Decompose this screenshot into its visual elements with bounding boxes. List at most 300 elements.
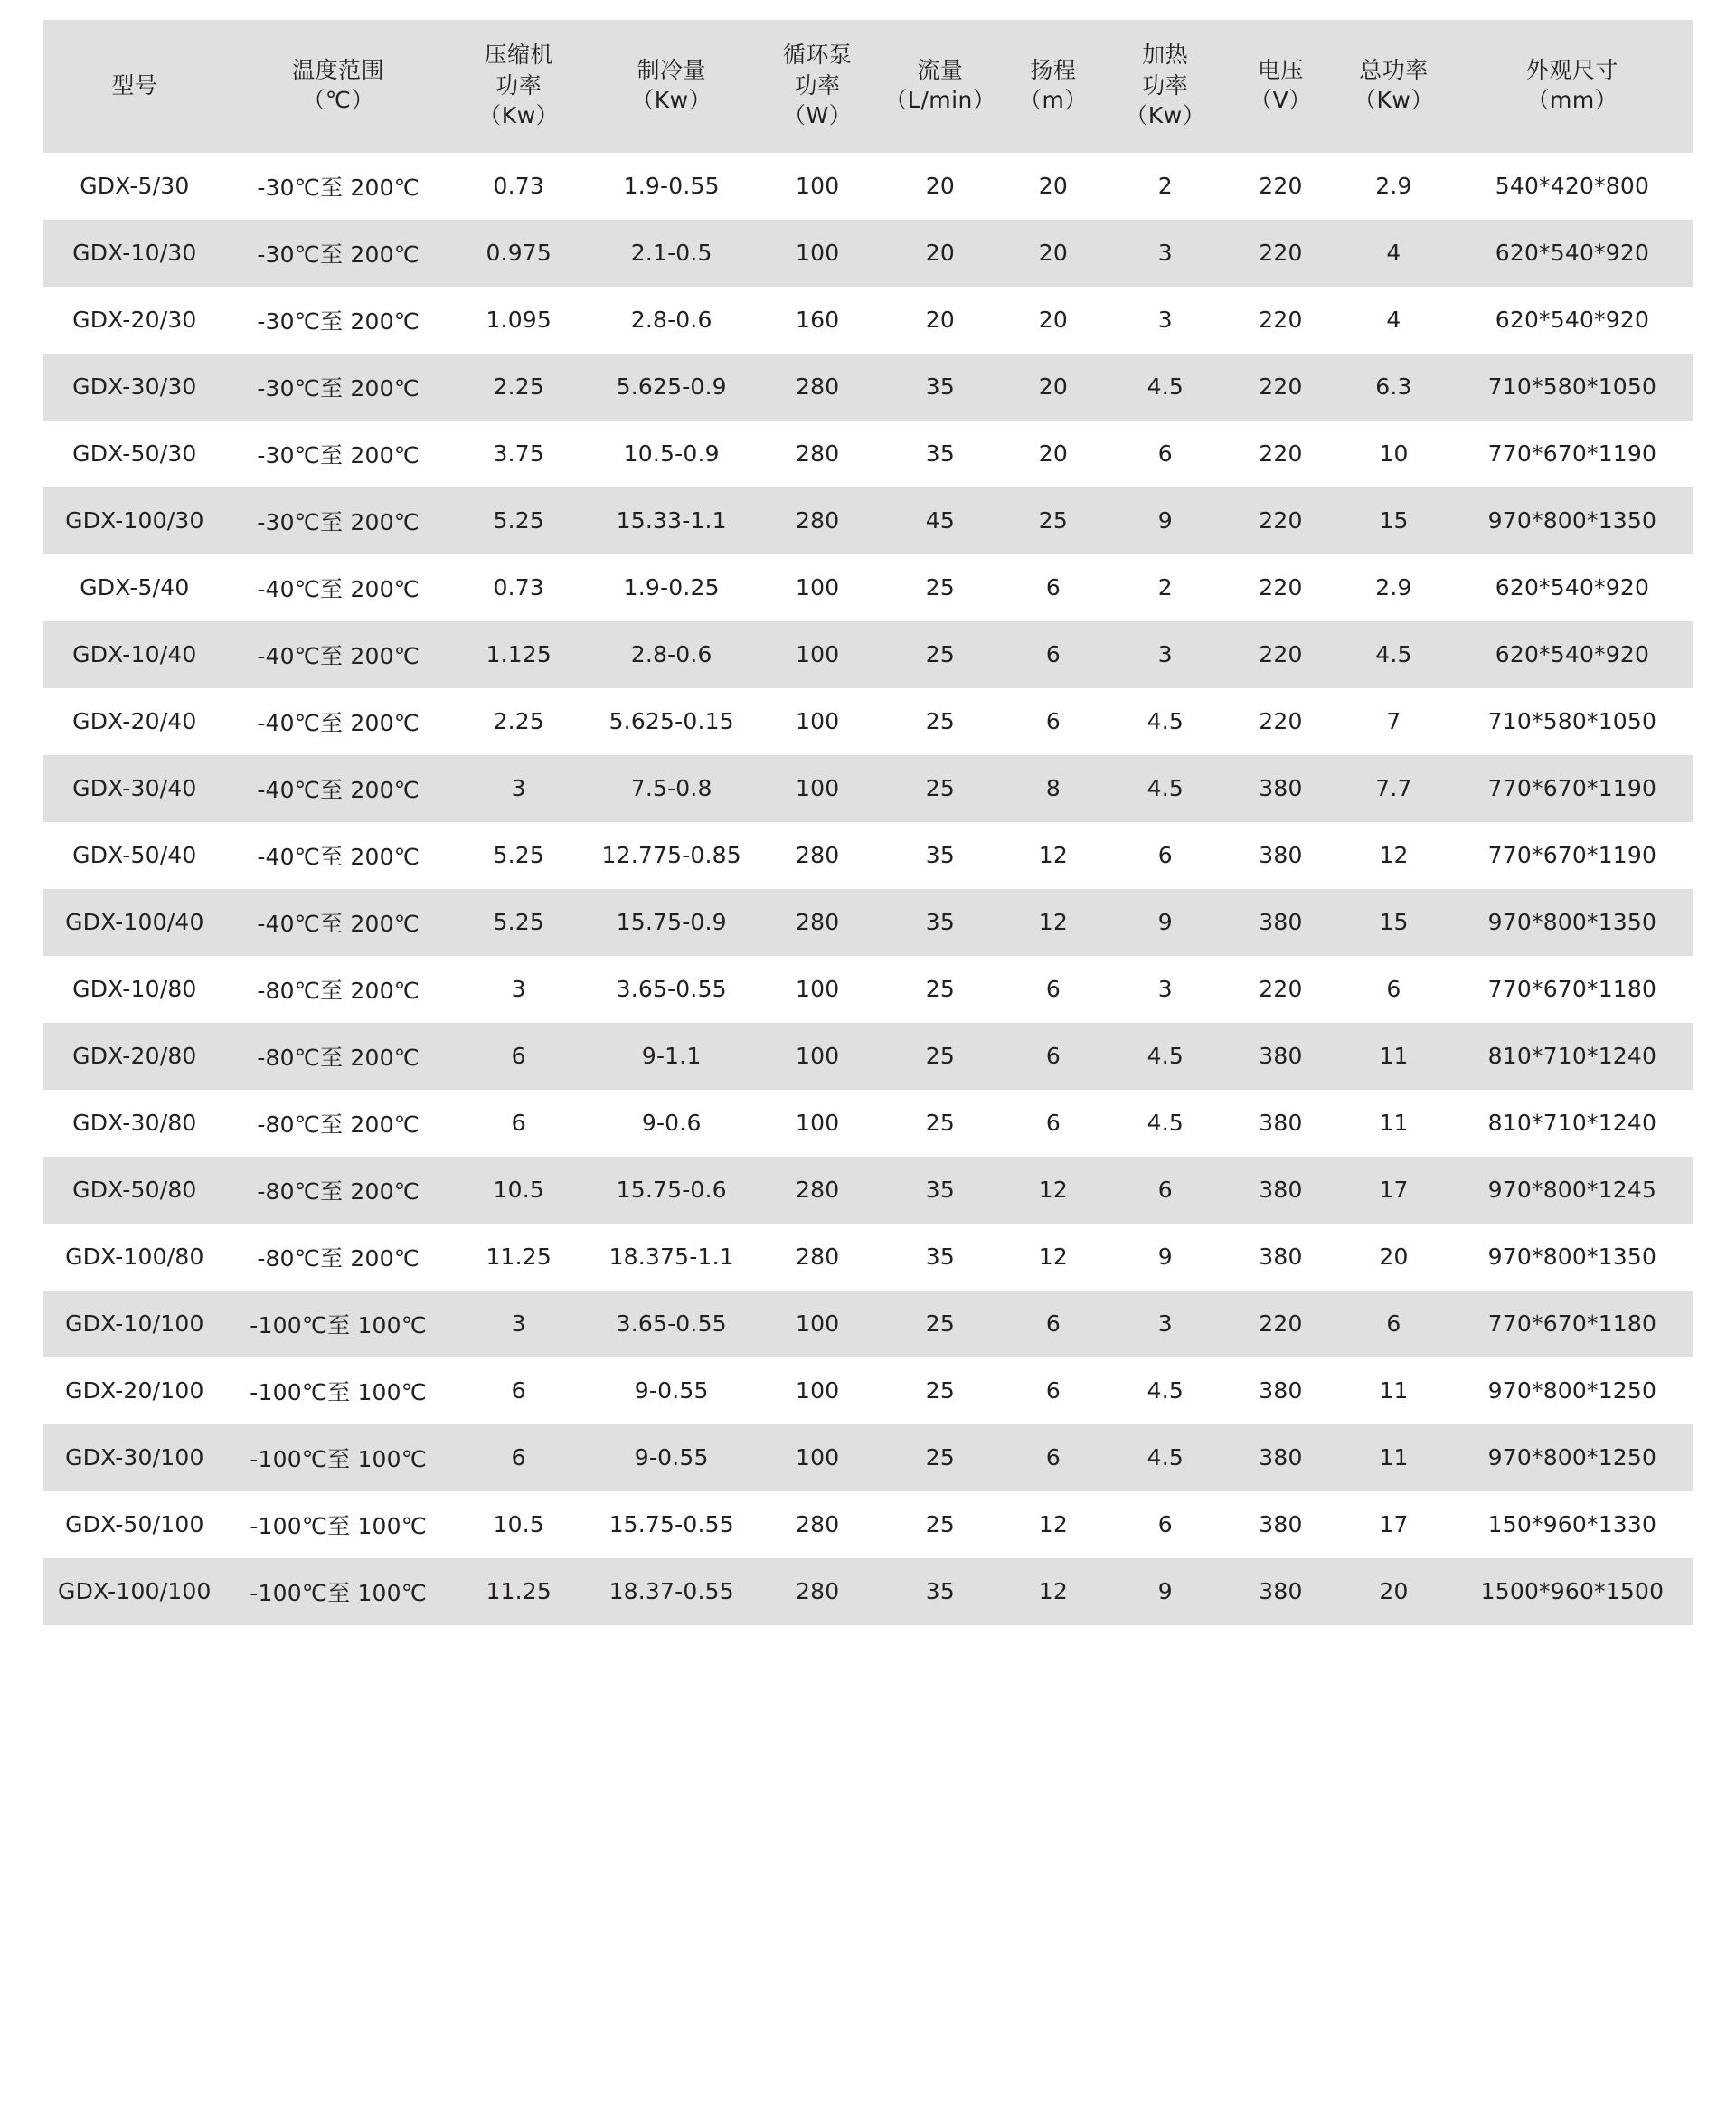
table-cell: 4.5 bbox=[1335, 621, 1452, 688]
table-cell: 20 bbox=[1002, 287, 1105, 354]
table-cell: 1.095 bbox=[451, 287, 587, 354]
table-cell: 100 bbox=[757, 1023, 879, 1090]
table-row bbox=[43, 1291, 1693, 1357]
column-header-line: （L/min） bbox=[884, 87, 996, 114]
column-header-line: 流量 bbox=[917, 56, 964, 83]
table-cell: 5.25 bbox=[451, 889, 587, 956]
table-cell: -80℃至 200℃ bbox=[226, 1224, 451, 1291]
table-cell: 970*800*1245 bbox=[1452, 1157, 1693, 1224]
table-cell: -80℃至 200℃ bbox=[226, 956, 451, 1023]
table-cell: -40℃至 200℃ bbox=[226, 621, 451, 688]
table-row bbox=[43, 1357, 1693, 1424]
table-cell: 5.625-0.9 bbox=[587, 354, 757, 421]
table-cell: 25 bbox=[1002, 487, 1105, 554]
column-header-9 bbox=[1335, 20, 1452, 153]
table-cell: 220 bbox=[1226, 956, 1335, 1023]
column-header-10 bbox=[1452, 20, 1693, 153]
table-cell: 280 bbox=[757, 487, 879, 554]
table-cell: 25 bbox=[879, 755, 1002, 822]
table-cell: 3.65-0.55 bbox=[587, 1291, 757, 1357]
table-cell: 770*670*1180 bbox=[1452, 1291, 1693, 1357]
table-cell: 12 bbox=[1002, 889, 1105, 956]
table-cell: 220 bbox=[1226, 688, 1335, 755]
table-cell: 35 bbox=[879, 1157, 1002, 1224]
column-header-7 bbox=[1105, 20, 1226, 153]
table-cell: 6 bbox=[1335, 956, 1452, 1023]
table-cell: 25 bbox=[879, 554, 1002, 621]
table-cell: 20 bbox=[1002, 421, 1105, 487]
table-cell: -30℃至 200℃ bbox=[226, 421, 451, 487]
table-cell: 7.7 bbox=[1335, 755, 1452, 822]
table-cell: 11.25 bbox=[451, 1224, 587, 1291]
column-header-line: （Kw） bbox=[1125, 102, 1206, 128]
table-cell: 35 bbox=[879, 1558, 1002, 1625]
table-cell: 220 bbox=[1226, 621, 1335, 688]
table-cell: 2.8-0.6 bbox=[587, 621, 757, 688]
table-cell: 20 bbox=[1002, 220, 1105, 287]
column-header-line: 加热 bbox=[1142, 42, 1189, 68]
table-cell: 3 bbox=[1105, 1291, 1226, 1357]
column-header-line: 总功率 bbox=[1359, 56, 1429, 83]
table-cell: 3 bbox=[1105, 956, 1226, 1023]
table-row bbox=[43, 1491, 1693, 1558]
column-header-line: （Kw） bbox=[478, 102, 560, 128]
table-cell: 970*800*1250 bbox=[1452, 1357, 1693, 1424]
cell-model: GDX-30/80 bbox=[43, 1090, 226, 1157]
cell-model: GDX-50/30 bbox=[43, 421, 226, 487]
table-cell: 3 bbox=[451, 755, 587, 822]
table-cell: 620*540*920 bbox=[1452, 287, 1693, 354]
table-cell: 1500*960*1500 bbox=[1452, 1558, 1693, 1625]
column-header-line: 温度范围 bbox=[292, 56, 385, 83]
table-cell: 770*670*1190 bbox=[1452, 421, 1693, 487]
table-cell: 3 bbox=[1105, 287, 1226, 354]
table-cell: -40℃至 200℃ bbox=[226, 688, 451, 755]
table-cell: 2.9 bbox=[1335, 153, 1452, 220]
table-cell: 220 bbox=[1226, 354, 1335, 421]
table-cell: 6 bbox=[451, 1424, 587, 1491]
table-cell: 620*540*920 bbox=[1452, 554, 1693, 621]
table-cell: 3 bbox=[451, 1291, 587, 1357]
table-cell: 6 bbox=[1105, 822, 1226, 889]
table-cell: 380 bbox=[1226, 1357, 1335, 1424]
table-cell: 12 bbox=[1002, 1157, 1105, 1224]
table-cell: 6 bbox=[1002, 1023, 1105, 1090]
table-cell: 280 bbox=[757, 1224, 879, 1291]
table-cell: 970*800*1350 bbox=[1452, 487, 1693, 554]
column-header-3 bbox=[587, 20, 757, 153]
table-cell: 20 bbox=[879, 153, 1002, 220]
table-cell: 6.3 bbox=[1335, 354, 1452, 421]
table-cell: 380 bbox=[1226, 1090, 1335, 1157]
table-cell: 380 bbox=[1226, 1424, 1335, 1491]
table-cell: 11 bbox=[1335, 1023, 1452, 1090]
table-cell: 810*710*1240 bbox=[1452, 1090, 1693, 1157]
table-cell: 2.9 bbox=[1335, 554, 1452, 621]
table-cell: 220 bbox=[1226, 287, 1335, 354]
table-cell: -100℃至 100℃ bbox=[226, 1291, 451, 1357]
table-cell: 11.25 bbox=[451, 1558, 587, 1625]
table-cell: 380 bbox=[1226, 822, 1335, 889]
table-row bbox=[43, 287, 1693, 354]
table-cell: 970*800*1350 bbox=[1452, 1224, 1693, 1291]
table-row bbox=[43, 354, 1693, 421]
table-cell: 970*800*1250 bbox=[1452, 1424, 1693, 1491]
table-cell: 100 bbox=[757, 956, 879, 1023]
table-cell: 3.65-0.55 bbox=[587, 956, 757, 1023]
column-header-line: （m） bbox=[1018, 87, 1088, 114]
table-cell: 6 bbox=[1002, 956, 1105, 1023]
table-cell: 12 bbox=[1335, 822, 1452, 889]
table-header-row bbox=[43, 20, 1693, 153]
column-header-0 bbox=[43, 20, 226, 153]
table-row bbox=[43, 220, 1693, 287]
column-header-1 bbox=[226, 20, 451, 153]
column-header-8 bbox=[1226, 20, 1335, 153]
table-row bbox=[43, 487, 1693, 554]
table-cell: 4.5 bbox=[1105, 755, 1226, 822]
table-row bbox=[43, 755, 1693, 822]
table-cell: 10.5-0.9 bbox=[587, 421, 757, 487]
table-cell: 35 bbox=[879, 354, 1002, 421]
column-header-line: 功率 bbox=[1142, 71, 1189, 99]
column-header-line: 压缩机 bbox=[484, 42, 553, 68]
table-cell: -100℃至 100℃ bbox=[226, 1491, 451, 1558]
table-cell: 12 bbox=[1002, 1224, 1105, 1291]
table-cell: 970*800*1350 bbox=[1452, 889, 1693, 956]
table-cell: 0.975 bbox=[451, 220, 587, 287]
cell-model: GDX-10/30 bbox=[43, 220, 226, 287]
table-cell: 20 bbox=[879, 220, 1002, 287]
table-cell: 1.9-0.55 bbox=[587, 153, 757, 220]
table-cell: 380 bbox=[1226, 755, 1335, 822]
table-cell: 4.5 bbox=[1105, 1424, 1226, 1491]
table-cell: 6 bbox=[1002, 1090, 1105, 1157]
table-cell: 6 bbox=[1105, 421, 1226, 487]
column-header-line: （Kw） bbox=[1354, 87, 1434, 114]
table-cell: 2.8-0.6 bbox=[587, 287, 757, 354]
table-cell: 6 bbox=[451, 1090, 587, 1157]
table-cell: 4 bbox=[1335, 220, 1452, 287]
cell-model: GDX-100/30 bbox=[43, 487, 226, 554]
table-row bbox=[43, 956, 1693, 1023]
table-row bbox=[43, 1023, 1693, 1090]
table-cell: 540*420*800 bbox=[1452, 153, 1693, 220]
table-cell: 380 bbox=[1226, 1491, 1335, 1558]
table-cell: 100 bbox=[757, 1357, 879, 1424]
table-cell: 11 bbox=[1335, 1090, 1452, 1157]
table-cell: 9 bbox=[1105, 1224, 1226, 1291]
table-cell: 4 bbox=[1335, 287, 1452, 354]
cell-model: GDX-5/40 bbox=[43, 554, 226, 621]
table-cell: 100 bbox=[757, 1291, 879, 1357]
table-cell: 220 bbox=[1226, 153, 1335, 220]
table-cell: 9-0.6 bbox=[587, 1090, 757, 1157]
cell-model: GDX-50/80 bbox=[43, 1157, 226, 1224]
table-cell: 280 bbox=[757, 1491, 879, 1558]
table-cell: 0.73 bbox=[451, 153, 587, 220]
cell-model: GDX-10/100 bbox=[43, 1291, 226, 1357]
table-cell: 220 bbox=[1226, 1291, 1335, 1357]
table-cell: 3 bbox=[451, 956, 587, 1023]
cell-model: GDX-10/80 bbox=[43, 956, 226, 1023]
table-cell: 6 bbox=[451, 1023, 587, 1090]
table-cell: 15 bbox=[1335, 487, 1452, 554]
table-cell: 4.5 bbox=[1105, 1357, 1226, 1424]
table-cell: 6 bbox=[1335, 1291, 1452, 1357]
table-cell: 770*670*1190 bbox=[1452, 822, 1693, 889]
table-cell: 17 bbox=[1335, 1157, 1452, 1224]
table-cell: 15.75-0.9 bbox=[587, 889, 757, 956]
table-row bbox=[43, 1424, 1693, 1491]
table-cell: 380 bbox=[1226, 889, 1335, 956]
table-cell: 2 bbox=[1105, 554, 1226, 621]
table-cell: 6 bbox=[451, 1357, 587, 1424]
table-cell: 25 bbox=[879, 1090, 1002, 1157]
table-cell: 25 bbox=[879, 956, 1002, 1023]
table-cell: 710*580*1050 bbox=[1452, 688, 1693, 755]
table-cell: 6 bbox=[1002, 554, 1105, 621]
table-cell: 2.25 bbox=[451, 688, 587, 755]
column-header-line: 电压 bbox=[1257, 56, 1304, 83]
table-cell: 5.25 bbox=[451, 487, 587, 554]
table-cell: 220 bbox=[1226, 421, 1335, 487]
table-cell: 9-0.55 bbox=[587, 1424, 757, 1491]
table-cell: 25 bbox=[879, 1357, 1002, 1424]
table-cell: 6 bbox=[1105, 1491, 1226, 1558]
table-cell: 20 bbox=[879, 287, 1002, 354]
cell-model: GDX-20/100 bbox=[43, 1357, 226, 1424]
table-cell: -100℃至 100℃ bbox=[226, 1424, 451, 1491]
cell-model: GDX-50/40 bbox=[43, 822, 226, 889]
column-header-5 bbox=[879, 20, 1002, 153]
table-cell: -80℃至 200℃ bbox=[226, 1090, 451, 1157]
table-cell: -30℃至 200℃ bbox=[226, 220, 451, 287]
table-cell: 35 bbox=[879, 1224, 1002, 1291]
table-row bbox=[43, 1090, 1693, 1157]
table-cell: 20 bbox=[1002, 153, 1105, 220]
table-cell: 7.5-0.8 bbox=[587, 755, 757, 822]
table-cell: 620*540*920 bbox=[1452, 621, 1693, 688]
table-cell: 20 bbox=[1335, 1558, 1452, 1625]
table-cell: 11 bbox=[1335, 1357, 1452, 1424]
table-cell: -40℃至 200℃ bbox=[226, 889, 451, 956]
table-cell: 15.75-0.6 bbox=[587, 1157, 757, 1224]
column-header-line: 循环泵 bbox=[782, 42, 853, 68]
table-cell: -40℃至 200℃ bbox=[226, 822, 451, 889]
table-cell: 18.37-0.55 bbox=[587, 1558, 757, 1625]
table-row bbox=[43, 1224, 1693, 1291]
table-cell: 380 bbox=[1226, 1157, 1335, 1224]
table-header bbox=[43, 20, 1693, 153]
table-cell: 220 bbox=[1226, 487, 1335, 554]
table-cell: 100 bbox=[757, 554, 879, 621]
table-cell: 12.775-0.85 bbox=[587, 822, 757, 889]
table-cell: 2.1-0.5 bbox=[587, 220, 757, 287]
table-cell: 100 bbox=[757, 755, 879, 822]
table-row bbox=[43, 688, 1693, 755]
table-row bbox=[43, 554, 1693, 621]
table-cell: 15.75-0.55 bbox=[587, 1491, 757, 1558]
table-cell: 280 bbox=[757, 1558, 879, 1625]
table-cell: 9 bbox=[1105, 889, 1226, 956]
table-cell: 35 bbox=[879, 822, 1002, 889]
table-cell: 12 bbox=[1002, 1558, 1105, 1625]
table-cell: 9-1.1 bbox=[587, 1023, 757, 1090]
table-cell: 11 bbox=[1335, 1424, 1452, 1491]
cell-model: GDX-30/40 bbox=[43, 755, 226, 822]
table-row bbox=[43, 153, 1693, 220]
table-cell: -30℃至 200℃ bbox=[226, 354, 451, 421]
table-cell: 380 bbox=[1226, 1558, 1335, 1625]
cell-model: GDX-20/40 bbox=[43, 688, 226, 755]
table-cell: 25 bbox=[879, 621, 1002, 688]
column-header-line: 制冷量 bbox=[637, 56, 706, 83]
column-header-line: 扬程 bbox=[1030, 56, 1077, 83]
table-cell: 0.73 bbox=[451, 554, 587, 621]
table-cell: 100 bbox=[757, 688, 879, 755]
table-cell: 280 bbox=[757, 354, 879, 421]
column-header-line: （Kw） bbox=[631, 87, 712, 114]
table-cell: 3.75 bbox=[451, 421, 587, 487]
cell-model: GDX-30/100 bbox=[43, 1424, 226, 1491]
cell-model: GDX-50/100 bbox=[43, 1491, 226, 1558]
table-cell: 100 bbox=[757, 621, 879, 688]
table-cell: 12 bbox=[1002, 822, 1105, 889]
table-cell: 220 bbox=[1226, 554, 1335, 621]
cell-model: GDX-100/40 bbox=[43, 889, 226, 956]
table-cell: 2.25 bbox=[451, 354, 587, 421]
table-row bbox=[43, 1157, 1693, 1224]
table-row bbox=[43, 421, 1693, 487]
table-cell: 3 bbox=[1105, 621, 1226, 688]
table-cell: 280 bbox=[757, 1157, 879, 1224]
table-cell: 100 bbox=[757, 220, 879, 287]
table-cell: 6 bbox=[1002, 1424, 1105, 1491]
table-row bbox=[43, 822, 1693, 889]
column-header-line: 外观尺寸 bbox=[1525, 56, 1618, 83]
table-cell: 9 bbox=[1105, 487, 1226, 554]
table-cell: 5.25 bbox=[451, 822, 587, 889]
table-cell: 620*540*920 bbox=[1452, 220, 1693, 287]
table-body bbox=[43, 153, 1693, 1625]
table-cell: 2 bbox=[1105, 153, 1226, 220]
cell-model: GDX-10/40 bbox=[43, 621, 226, 688]
table-cell: 4.5 bbox=[1105, 688, 1226, 755]
table-cell: 10.5 bbox=[451, 1491, 587, 1558]
table-cell: -80℃至 200℃ bbox=[226, 1023, 451, 1090]
table-cell: 25 bbox=[879, 1424, 1002, 1491]
cell-model: GDX-20/80 bbox=[43, 1023, 226, 1090]
table-cell: 6 bbox=[1002, 621, 1105, 688]
table-row bbox=[43, 621, 1693, 688]
table-cell: -30℃至 200℃ bbox=[226, 487, 451, 554]
table-cell: 100 bbox=[757, 1090, 879, 1157]
table-cell: 710*580*1050 bbox=[1452, 354, 1693, 421]
table-row bbox=[43, 1558, 1693, 1625]
cell-model: GDX-5/30 bbox=[43, 153, 226, 220]
table-cell: 25 bbox=[879, 1291, 1002, 1357]
table-cell: 7 bbox=[1335, 688, 1452, 755]
table-cell: 4.5 bbox=[1105, 354, 1226, 421]
table-cell: -40℃至 200℃ bbox=[226, 554, 451, 621]
table-cell: 160 bbox=[757, 287, 879, 354]
column-header-line: 功率 bbox=[794, 71, 841, 99]
cell-model: GDX-100/100 bbox=[43, 1558, 226, 1625]
table-cell: 4.5 bbox=[1105, 1023, 1226, 1090]
table-cell: 12 bbox=[1002, 1491, 1105, 1558]
column-header-6 bbox=[1002, 20, 1105, 153]
table-cell: 100 bbox=[757, 153, 879, 220]
table-cell: 17 bbox=[1335, 1491, 1452, 1558]
column-header-2 bbox=[451, 20, 587, 153]
table-cell: 6 bbox=[1105, 1157, 1226, 1224]
column-header-line: 型号 bbox=[111, 71, 158, 99]
table-cell: 9-0.55 bbox=[587, 1357, 757, 1424]
table-cell: 25 bbox=[879, 688, 1002, 755]
table-cell: 6 bbox=[1002, 1291, 1105, 1357]
column-header-line: （V） bbox=[1250, 87, 1312, 114]
table-cell: 25 bbox=[879, 1023, 1002, 1090]
table-cell: 6 bbox=[1002, 1357, 1105, 1424]
table-cell: 280 bbox=[757, 889, 879, 956]
table-cell: 770*670*1190 bbox=[1452, 755, 1693, 822]
table-cell: 9 bbox=[1105, 1558, 1226, 1625]
column-header-line: （W） bbox=[783, 102, 853, 128]
table-cell: 1.125 bbox=[451, 621, 587, 688]
table-cell: -100℃至 100℃ bbox=[226, 1357, 451, 1424]
column-header-line: 功率 bbox=[495, 71, 542, 99]
table-cell: 35 bbox=[879, 421, 1002, 487]
table-cell: 280 bbox=[757, 822, 879, 889]
column-header-line: （mm） bbox=[1526, 87, 1618, 114]
cell-model: GDX-20/30 bbox=[43, 287, 226, 354]
table-cell: 10.5 bbox=[451, 1157, 587, 1224]
table-cell: 6 bbox=[1002, 688, 1105, 755]
column-header-line: （℃） bbox=[302, 87, 374, 114]
specification-table bbox=[43, 20, 1693, 1625]
table-cell: 280 bbox=[757, 421, 879, 487]
table-cell: 220 bbox=[1226, 220, 1335, 287]
table-cell: 770*670*1180 bbox=[1452, 956, 1693, 1023]
table-cell: -30℃至 200℃ bbox=[226, 153, 451, 220]
table-cell: 20 bbox=[1002, 354, 1105, 421]
table-cell: 20 bbox=[1335, 1224, 1452, 1291]
table-cell: -40℃至 200℃ bbox=[226, 755, 451, 822]
table-cell: 100 bbox=[757, 1424, 879, 1491]
table-cell: 45 bbox=[879, 487, 1002, 554]
table-cell: 150*960*1330 bbox=[1452, 1491, 1693, 1558]
table-cell: 1.9-0.25 bbox=[587, 554, 757, 621]
table-cell: -80℃至 200℃ bbox=[226, 1157, 451, 1224]
table-cell: 10 bbox=[1335, 421, 1452, 487]
column-header-4 bbox=[757, 20, 879, 153]
table-cell: -30℃至 200℃ bbox=[226, 287, 451, 354]
table-cell: 8 bbox=[1002, 755, 1105, 822]
table-cell: 18.375-1.1 bbox=[587, 1224, 757, 1291]
table-cell: 4.5 bbox=[1105, 1090, 1226, 1157]
table-cell: 3 bbox=[1105, 220, 1226, 287]
table-cell: 35 bbox=[879, 889, 1002, 956]
table-cell: 380 bbox=[1226, 1023, 1335, 1090]
cell-model: GDX-100/80 bbox=[43, 1224, 226, 1291]
table-cell: 5.625-0.15 bbox=[587, 688, 757, 755]
table-cell: 15 bbox=[1335, 889, 1452, 956]
table-row bbox=[43, 889, 1693, 956]
table-cell: 380 bbox=[1226, 1224, 1335, 1291]
table-cell: 15.33-1.1 bbox=[587, 487, 757, 554]
table-cell: 810*710*1240 bbox=[1452, 1023, 1693, 1090]
